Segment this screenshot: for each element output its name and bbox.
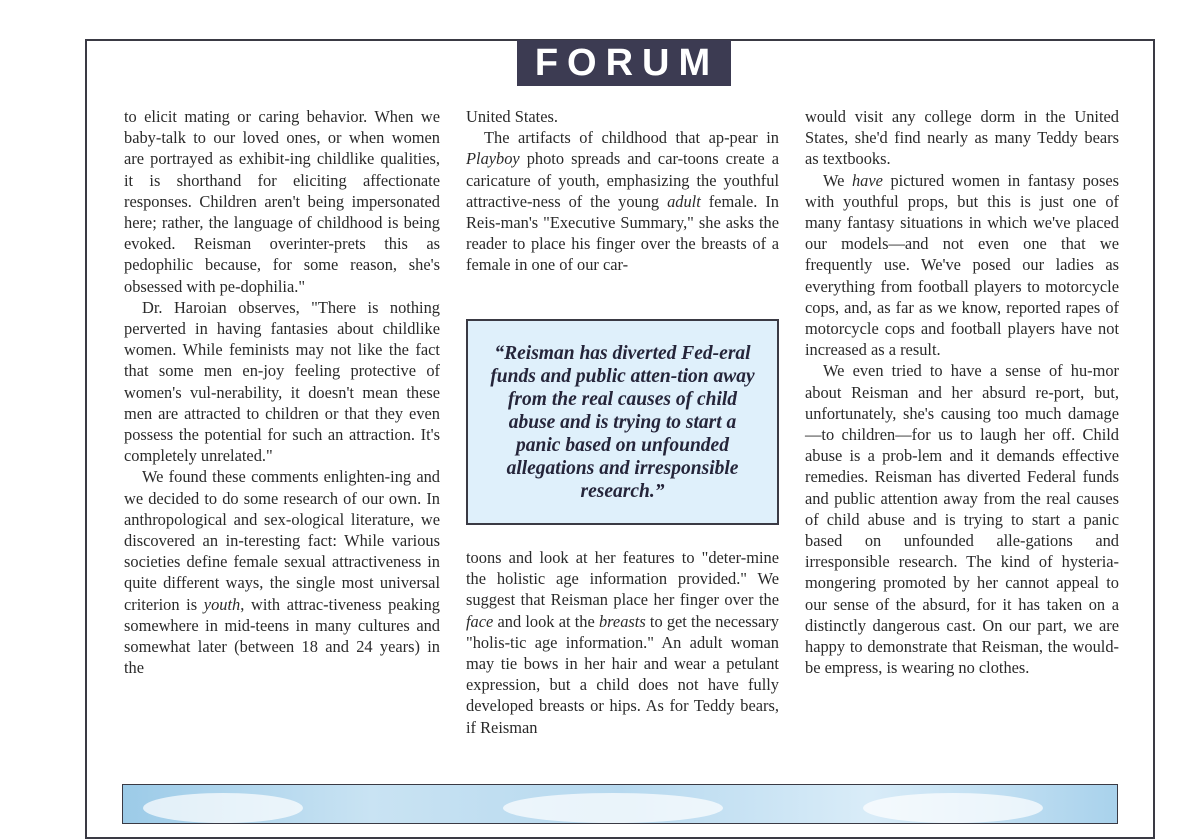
text-run: toons and look at her features to "deter-mine the holistic age information provided." We suggest that Reisman place her finger over the	[466, 548, 779, 610]
paragraph	[124, 466, 440, 678]
text-run: to get the necessary "holis-tic age information." An adult woman may tie bows in her hair and wear a petulant expression, but a child does not have fully developed breasts or hips. As for Teddy bears, if Reisman	[466, 611, 779, 737]
article-column-1	[124, 106, 440, 678]
text-run: We found these comments enlighten-ing and we decided to do some research of our own. In anthropological and sex-ological literature, we discovered an in-teresting fact: While various societies define female sexual attractiveness in quite different ways, the single most universal criterion is	[124, 467, 440, 614]
cloud-shape	[863, 793, 1043, 823]
paragraph	[805, 170, 1119, 361]
pull-quote-text: “Reisman has diverted Fed-eral funds and public atten-tion away from the real causes of child abuse and is trying to start a panic based on unfounded allegations and irresponsible research.”	[490, 342, 755, 502]
article-column-3	[805, 106, 1119, 678]
emphasis-text: youth	[203, 594, 241, 614]
text-run: , with attrac-tiveness peaking somewhere in mid-teens in many cultures and somewhat later (between 18 and 24 years) in the	[124, 594, 440, 678]
emphasis-text: have	[851, 170, 883, 190]
pull-quote-box	[466, 319, 779, 525]
emphasis-text: breasts	[598, 611, 646, 631]
text-run: female. In Reis-man's "Executive Summary," she asks the reader to place his finger over the breasts of a female in one of our car-	[466, 191, 779, 275]
paragraph: United States.	[466, 107, 558, 126]
text-run: We	[823, 170, 852, 190]
text-run: pictured women in fantasy poses with youthful props, but this is just one of many fantasy situations in which we've placed our models—and not even one that we frequently use. We've posed our ladies as everything from football players to motorcycle cops, and, as far as we know, reported rapes of motorcycle cops and football players have not increased as a result.	[805, 170, 1120, 360]
text-run: and look at the	[493, 611, 599, 631]
paragraph	[466, 547, 779, 738]
emphasis-text: face	[466, 611, 494, 631]
cloud-shape	[503, 793, 723, 823]
text-run: photo spreads and car-toons create a caricature of youth, emphasizing the youthful attractive-ness of the young	[466, 149, 779, 211]
paragraph	[466, 127, 779, 275]
article-column-2	[466, 106, 779, 276]
paragraph: Dr. Haroian observes, "There is nothing perverted in having fantasies about childlike women. While feminists may not like the fact that some men en-joy feeling protective of women's vul-nerability, it doesn't mean these men are attracted to children or that they even possess the potential for such an attraction. It's completely unrelated."	[124, 297, 440, 466]
paragraph: would visit any college dorm in the United States, she'd find nearly as many Teddy bears as textbooks.	[805, 107, 1119, 169]
text-run: The artifacts of childhood that ap-pear in	[484, 128, 779, 148]
photo-strip	[122, 784, 1118, 824]
emphasis-text: adult	[667, 191, 701, 211]
article-column-2-continued	[466, 547, 779, 738]
cloud-shape	[143, 793, 303, 823]
section-header-forum: FORUM	[517, 40, 731, 86]
emphasis-text: Playboy	[466, 149, 520, 169]
paragraph: to elicit mating or caring behavior. When we baby-talk to our loved ones, or when women are portrayed as exhibit-ing childlike qualities, it is shorthand for eliciting affectionate responses. Children aren't being impersonated here; rather, the language of childhood is being evoked. Reisman overinter-prets this as pedophilic because, for some reason, she's obsessed with pe-dophilia."	[124, 107, 440, 296]
paragraph: We even tried to have a sense of hu-mor about Reisman and her absurd re-port, but, unfortunately, she's causing too much damage—to children—for us to laugh her off. Child abuse is a prob-lem and it demands effective remedies. Reisman has diverted Federal funds and public attention away from the real causes of child abuse and is trying to start a panic based on unfounded alle-gations and irresponsible research. The kind of hysteria-mongering promoted by her cannot appeal to our sense of the absurd, for it has taken on a distinctly dangerous cast. On our part, we are happy to demonstrate that Reisman, the would-be empress, is wearing no clothes.	[805, 361, 1119, 678]
